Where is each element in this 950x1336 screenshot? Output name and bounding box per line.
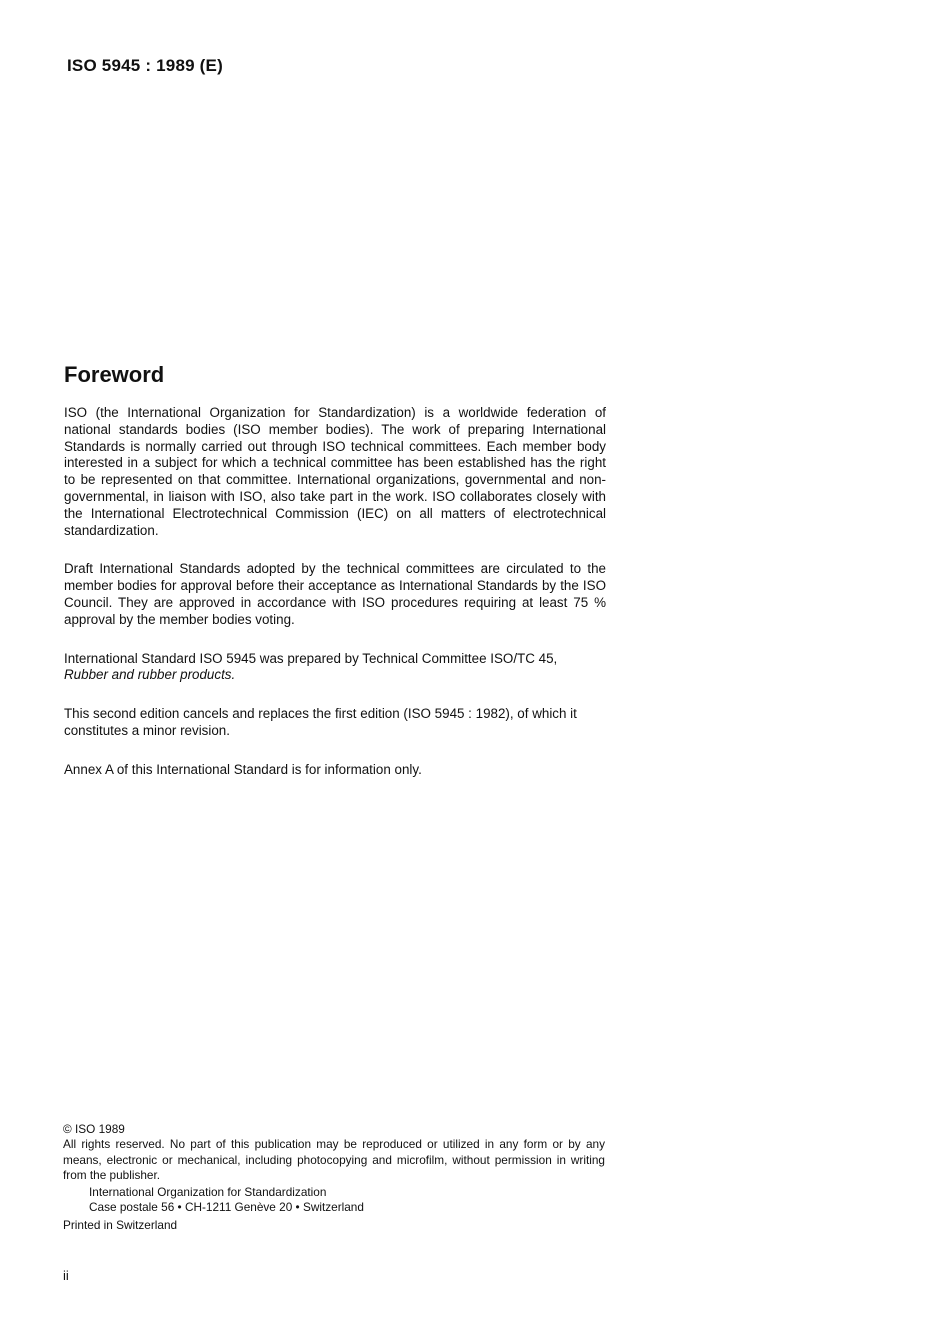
postal-address: Case postale 56 • CH-1211 Genève 20 • Switzerland (89, 1200, 364, 1215)
copyright-block (63, 1122, 605, 1234)
page-number: ii (63, 1268, 69, 1283)
printed-in: Printed in Switzerland (63, 1218, 178, 1233)
foreword-paragraph-4: This second edition cancels and replaces the first edition (ISO 5945 : 1982), of which it constitutes a minor revision. (64, 706, 577, 738)
publisher-address (89, 1185, 605, 1216)
document-reference: ISO 5945 : 1989 (E) (67, 56, 223, 75)
copyright-notice: All rights reserved. No part of this publication may be reproduced or utilized in any form or by any means, electronic or mechanical, including photocopying and microfilm, without permission in writing from the publisher. (63, 1137, 605, 1183)
foreword-paragraph-5: Annex A of this International Standard is for information only. (64, 761, 422, 777)
foreword-paragraph-1: ISO (the International Organization for Standardization) is a worldwide federation of national standards bodies (ISO member bodies). The work of preparing International Standards is normally carried out through ISO technical committees. Each member body interested in a subject for which a technical committee has been established has the right to be represented on that committee. International organizations, governmental and non-governmental, in liaison with ISO, also take part in the work. ISO collaborates closely with the International Electrotechnical Commission (IEC) on all matters of electrotechnical standardization. (64, 405, 606, 538)
committee-name: Rubber and rubber products. (64, 667, 236, 683)
foreword-paragraph-3 (64, 651, 606, 685)
paragraph-3-text: International Standard ISO 5945 was prepared by Technical Committee ISO/TC 45, (64, 650, 558, 666)
organization-name: International Organization for Standardization (89, 1184, 327, 1199)
foreword-section (64, 360, 606, 801)
foreword-paragraph-2: Draft International Standards adopted by the technical committees are circulated to the member bodies for approval before their acceptance as International Standards by the ISO Council. They are approved in accordance with ISO procedures requiring at least 75 % approval by the member bodies voting. (64, 561, 606, 627)
copyright-line: © ISO 1989 (63, 1122, 125, 1136)
foreword-title: Foreword (64, 362, 165, 387)
